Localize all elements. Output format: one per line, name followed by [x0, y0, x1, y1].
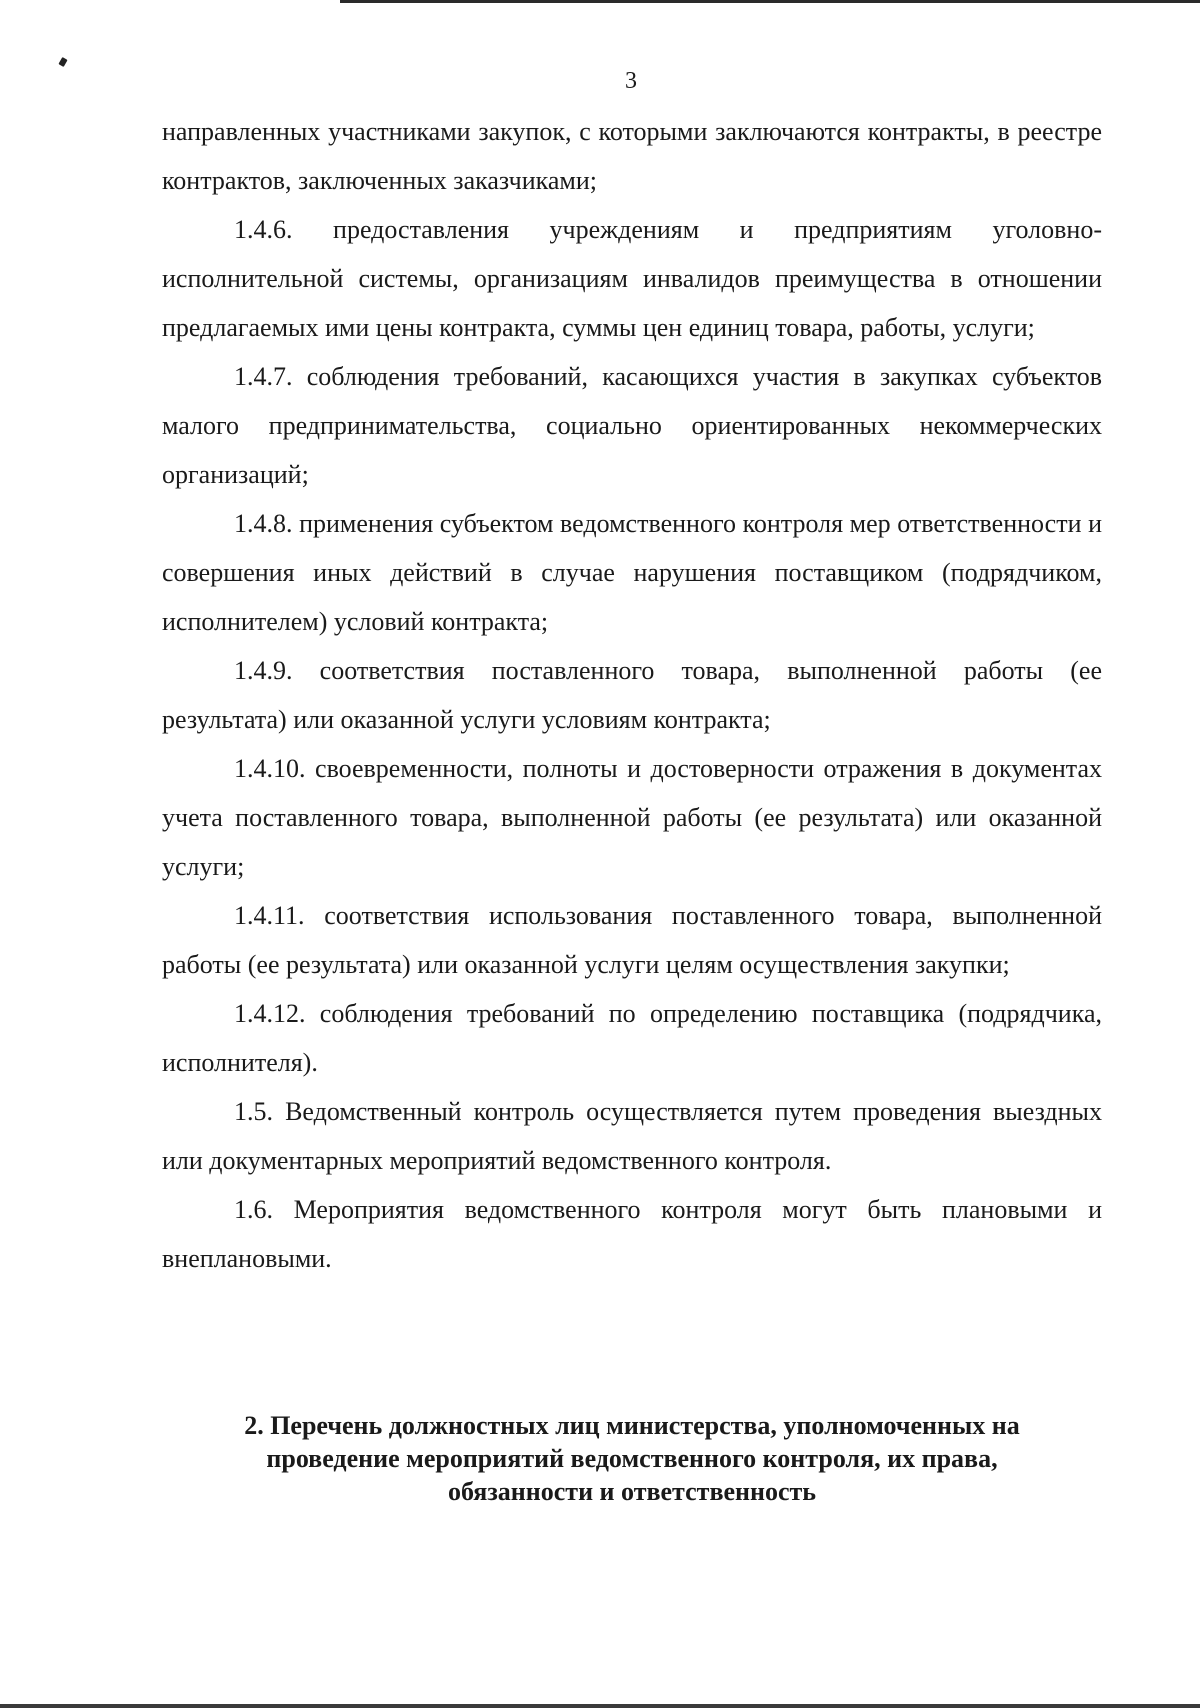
section-heading-line-1: 2. Перечень должностных лиц министерства, уполномоченных на — [244, 1411, 1020, 1440]
paragraph-1-6: 1.6. Мероприятия ведомственного контроля могут быть плановыми и внеплановыми. — [162, 1195, 1102, 1273]
paragraph-1-4-10: 1.4.10. своевременности, полноты и достоверности отражения в документах учета поставленного товара, выполненной работы (ее результата) или оказанной услуги; — [162, 754, 1102, 881]
page-number: 3 — [625, 68, 637, 94]
scan-edge-bottom — [0, 1704, 1200, 1708]
paragraph-1-4-12: 1.4.12. соблюдения требований по определению поставщика (подрядчика, исполнителя). — [162, 999, 1102, 1077]
paragraph-1-5: 1.5. Ведомственный контроль осуществляется путем проведения выездных или документарных мероприятий ведомственного контроля. — [162, 1097, 1102, 1175]
paragraph-1-4-11: 1.4.11. соответствия использования поставленного товара, выполненной работы (ее результата) или оказанной услуги целям осуществления закупки; — [162, 901, 1102, 979]
paragraph-1-4-8: 1.4.8. применения субъектом ведомственного контроля мер ответственности и совершения иных действий в случае нарушения поставщиком (подрядчиком, исполнителем) условий контракта; — [162, 509, 1102, 636]
paragraph-1-4-9: 1.4.9. соответствия поставленного товара, выполненной работы (ее результата) или оказанной услуги условиям контракта; — [162, 656, 1102, 734]
section-heading-line-2: проведение мероприятий ведомственного контроля, их права, — [266, 1444, 998, 1473]
section-heading — [162, 1409, 1102, 1508]
paragraph-continuation: направленных участниками закупок, с которыми заключаются контракты, в реестре контрактов, заключенных заказчиками; — [162, 117, 1102, 195]
body-text — [162, 107, 1102, 1283]
section-heading-line-3: обязанности и ответственность — [447, 1477, 817, 1506]
paragraph-1-4-7: 1.4.7. соблюдения требований, касающихся участия в закупках субъектов малого предпринимательства, социально ориентированных некоммерческих организаций; — [162, 362, 1102, 489]
scan-edge-top — [340, 0, 1200, 3]
paragraph-1-4-6: 1.4.6. предоставления учреждениям и предприятиям уголовно-исполнительной системы, организациям инвалидов преимущества в отношении предлагаемых ими цены контракта, суммы цен единиц товара, работы, услуги; — [162, 215, 1102, 342]
